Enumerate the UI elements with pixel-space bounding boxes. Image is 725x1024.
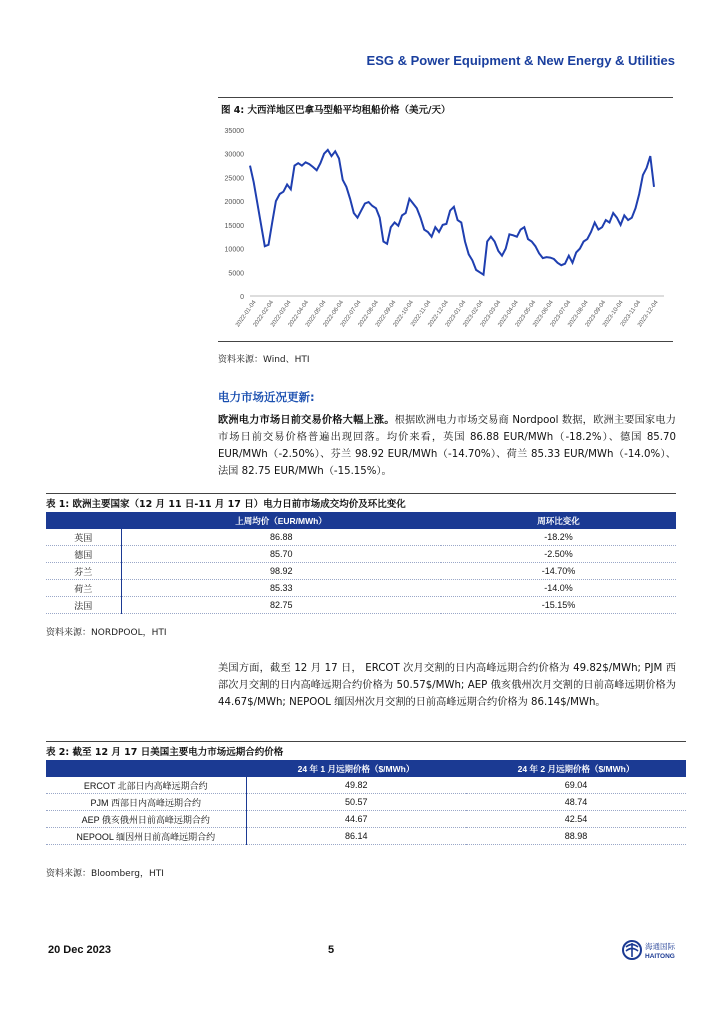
x-tick-label: 2022-08-04	[357, 299, 380, 329]
table1-title: 表 1: 欧洲主要国家（12 月 11 日-11 月 17 日）电力日前市场成交均价及环比变化	[46, 493, 676, 510]
x-tick-label: 2023-04-04	[497, 299, 520, 329]
table2-row	[46, 828, 686, 845]
table1-cell: 85.70	[121, 546, 441, 563]
y-tick-label: 35000	[224, 128, 244, 135]
paragraph-europe-lead: 欧洲电力市场日前交易价格大幅上涨。	[218, 415, 395, 426]
y-tick-label: 10000	[224, 246, 244, 254]
x-tick-label: 2023-12-04	[637, 299, 660, 329]
table1-header-blank	[46, 512, 121, 529]
table1-cell: -2.50%	[441, 546, 676, 563]
table2-cell: 86.14	[246, 828, 466, 845]
x-tick-label: 2022-03-04	[270, 299, 293, 329]
x-tick-label: 2023-09-04	[584, 299, 608, 329]
table2-cell: NEPOOL 缅因州日前高峰远期合约	[46, 828, 246, 845]
svg-text:HAITONG: HAITONG	[645, 953, 675, 960]
table1-cell: 荷兰	[46, 580, 121, 597]
table2-source: 资料来源：Bloomberg，HTI	[46, 869, 164, 879]
svg-text:海通国际: 海通国际	[645, 942, 675, 951]
table2-cell: 48.74	[466, 794, 686, 811]
table1-cell: 法国	[46, 597, 121, 614]
y-tick-label: 0	[240, 294, 244, 301]
table2-header-feb: 24 年 2 月远期价格（$/MWh）	[466, 760, 686, 777]
paragraph-europe	[218, 412, 676, 480]
y-tick-label: 20000	[224, 199, 244, 207]
x-axis-tick-labels	[235, 299, 660, 328]
table1-cell: 德国	[46, 546, 121, 563]
table2-header-blank	[46, 760, 246, 777]
table2-title: 表 2: 截至 12 月 17 日美国主要电力市场远期合约价格	[46, 741, 686, 758]
table2-row	[46, 777, 686, 794]
table1-row	[46, 580, 676, 597]
table2-cell: 42.54	[466, 811, 686, 828]
table1-cell: 86.88	[121, 529, 441, 546]
table1-cell: 85.33	[121, 580, 441, 597]
table2-row	[46, 811, 686, 828]
y-tick-label: 30000	[224, 151, 244, 159]
table1-cell: -18.2%	[441, 529, 676, 546]
paragraph-us: 美国方面，截至 12 月 17 日， ERCOT 次月交割的日内高峰远期合约价格为 49.82$/MWh; PJM 西部次月交割的日内高峰远期合约价格为 50.57$/MWh; AEP 俄亥俄州次月交割的日前高峰远期价格为 44.67$/MWh; NEPOOL 缅因州次月交割的日前高峰远期合约价格为 86.14$/MWh。	[218, 663, 676, 708]
table2-header-jan: 24 年 1 月远期价格（$/MWh）	[246, 760, 466, 777]
table2-row	[46, 794, 686, 811]
x-tick-label: 2022-09-04	[374, 299, 398, 329]
x-tick-label: 2023-03-04	[479, 299, 503, 329]
x-tick-label: 2023-05-04	[514, 299, 538, 329]
footer-page-number: 5	[328, 944, 335, 956]
table1-cell: -14.70%	[441, 563, 676, 580]
x-tick-label: 2022-02-04	[252, 299, 276, 329]
table1-row	[46, 546, 676, 563]
panamax-charter-rate-chart	[218, 118, 673, 340]
x-tick-label: 2022-04-04	[287, 299, 311, 329]
y-axis-tick-labels	[225, 128, 245, 301]
haitong-logo	[622, 938, 678, 962]
haitong-logo-icon	[622, 938, 678, 962]
series-line	[250, 150, 654, 275]
table2	[46, 760, 686, 845]
table1-cell: 英国	[46, 529, 121, 546]
y-tick-label: 15000	[224, 222, 244, 230]
x-tick-label: 2022-10-04	[392, 299, 415, 329]
section-heading: 电力市场近况更新:	[218, 390, 315, 404]
table1-row	[46, 529, 676, 546]
table2-cell: 44.67	[246, 811, 466, 828]
table1-header-avg: 上周均价（EUR/MWh）	[121, 512, 441, 529]
x-tick-label: 2023-07-04	[549, 299, 573, 329]
table2-cell: ERCOT 北部日内高峰远期合约	[46, 777, 246, 794]
x-tick-label: 2022-01-04	[235, 299, 258, 329]
table1-cell: 98.92	[121, 563, 441, 580]
x-tick-label: 2023-10-04	[602, 299, 625, 329]
x-tick-label: 2022-05-04	[305, 299, 328, 329]
y-tick-label: 25000	[224, 175, 244, 183]
paragraph-europe-body: 根据欧洲电力市场交易商 Nordpool 数据，欧洲主要国家电力市场日前交易价格普遍出现回落。均价来看，英国 86.88 EUR/MWh（-18.2%）、德国 85.70 EUR/MWh（-2.50%）、芬兰 98.92 EUR/MWh（-14.70%）、荷兰 85.33 EUR/MWh（-14.0%）、法国 82.75 EUR/MWh（-15.15%）。	[218, 415, 676, 477]
x-tick-label: 2023-08-04	[567, 299, 590, 329]
y-tick-label: 5000	[228, 270, 244, 278]
x-tick-label: 2022-07-04	[339, 299, 363, 329]
table2-cell: PJM 西部日内高峰远期合约	[46, 794, 246, 811]
table1-source: 资料来源：NORDPOOL，HTI	[46, 628, 167, 638]
report-header-title: ESG & Power Equipment & New Energy & Utilities	[366, 53, 675, 68]
x-tick-label: 2022-06-04	[322, 299, 346, 329]
table1-row	[46, 563, 676, 580]
table2-cell: 49.82	[246, 777, 466, 794]
table1-cell: 82.75	[121, 597, 441, 614]
x-tick-label: 2022-12-04	[427, 299, 450, 329]
figure-title: 图 4: 大西洋地区巴拿马型船平均租船价格（美元/天）	[221, 105, 451, 116]
table2-cell: 88.98	[466, 828, 686, 845]
table1-row	[46, 597, 676, 614]
footer-date: 20 Dec 2023	[48, 944, 111, 956]
x-tick-label: 2023-02-04	[462, 299, 485, 329]
table1-cell: -15.15%	[441, 597, 676, 614]
table2-cell: AEP 俄亥俄州日前高峰远期合约	[46, 811, 246, 828]
table1-cell: 芬兰	[46, 563, 121, 580]
table2-cell: 69.04	[466, 777, 686, 794]
table1	[46, 512, 676, 614]
x-tick-label: 2023-06-04	[532, 299, 555, 329]
figure-source: 资料来源：Wind、HTI	[218, 355, 310, 365]
table1-header-wow: 周环比变化	[441, 512, 676, 529]
table2-cell: 50.57	[246, 794, 466, 811]
table1-cell: -14.0%	[441, 580, 676, 597]
x-tick-label: 2023-01-04	[444, 299, 468, 329]
x-tick-label: 2023-11-04	[619, 299, 643, 328]
x-tick-label: 2022-11-04	[410, 299, 433, 328]
